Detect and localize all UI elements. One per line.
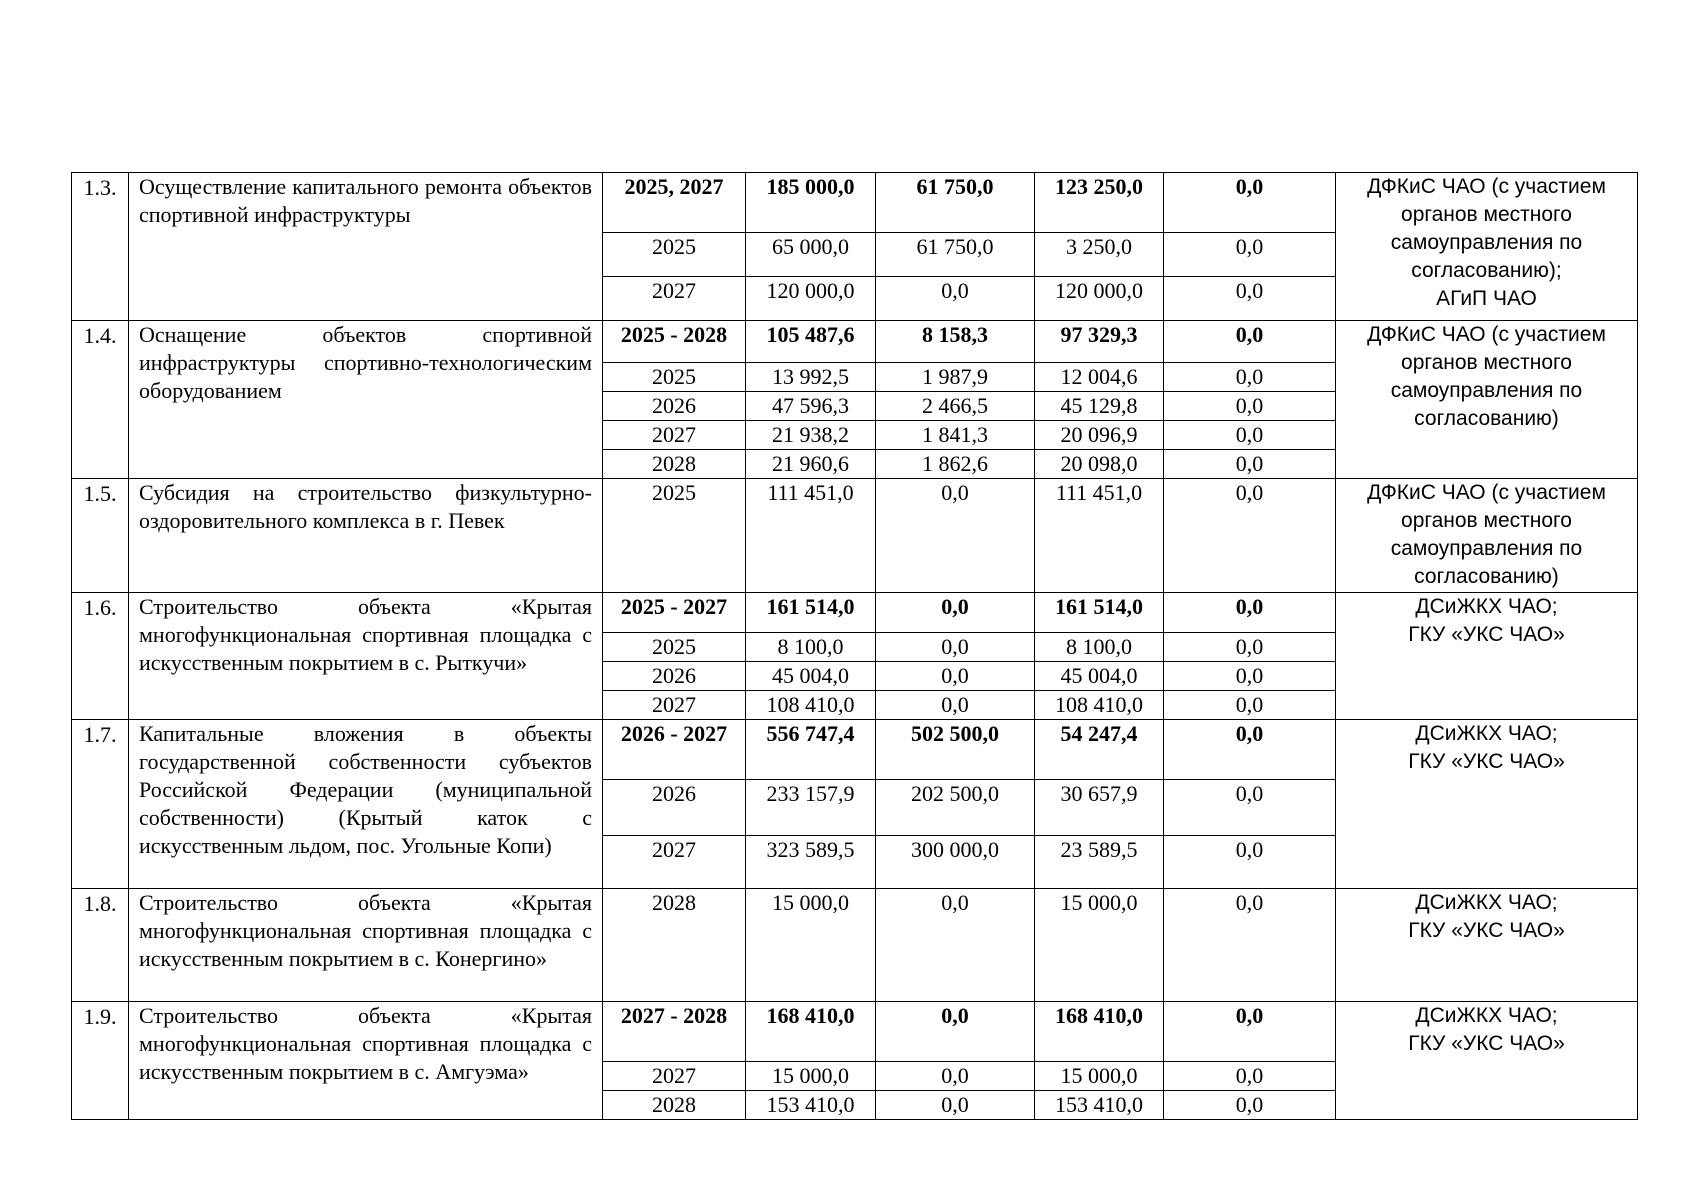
federal-budget-cell: 0,0 bbox=[876, 889, 1035, 1002]
total-cell: 15 000,0 bbox=[746, 1062, 876, 1091]
period-cell: 2028 bbox=[603, 450, 746, 479]
regional-budget-cell: 161 514,0 bbox=[1035, 593, 1164, 633]
period-cell: 2026 bbox=[603, 392, 746, 421]
regional-budget-cell: 20 098,0 bbox=[1035, 450, 1164, 479]
responsible-line: ГКУ «УКС ЧАО» bbox=[1408, 750, 1565, 773]
regional-budget-cell: 8 100,0 bbox=[1035, 633, 1164, 662]
other-sources-cell: 0,0 bbox=[1164, 1091, 1336, 1120]
period-cell: 2025, 2027 bbox=[603, 173, 746, 233]
federal-budget-cell: 0,0 bbox=[876, 277, 1035, 321]
activity-name: Оснащение объектов спортивной инфраструктуры спортивно-технологическим оборудованием bbox=[129, 321, 603, 479]
other-sources-cell: 0,0 bbox=[1164, 662, 1336, 691]
other-sources-cell: 0,0 bbox=[1164, 593, 1336, 633]
table-row bbox=[72, 173, 1638, 233]
regional-budget-cell: 45 004,0 bbox=[1035, 662, 1164, 691]
federal-budget-cell: 1 862,6 bbox=[876, 450, 1035, 479]
activity-name: Строительство объекта «Крытая многофункциональная спортивная площадка с искусственным покрытием в с. Рыткучи» bbox=[129, 593, 603, 720]
regional-budget-cell: 54 247,4 bbox=[1035, 720, 1164, 780]
responsible-line: ГКУ «УКС ЧАО» bbox=[1408, 1032, 1565, 1055]
regional-budget-cell: 153 410,0 bbox=[1035, 1091, 1164, 1120]
period-cell: 2027 bbox=[603, 836, 746, 889]
responsible-line: согласованию) bbox=[1414, 407, 1559, 430]
period-cell: 2025 bbox=[603, 363, 746, 392]
total-cell: 15 000,0 bbox=[746, 889, 876, 1002]
period-cell: 2025 bbox=[603, 479, 746, 593]
activity-name: Строительство объекта «Крытая многофункциональная спортивная площадка с искусственным покрытием в с. Конергино» bbox=[129, 889, 603, 1002]
period-cell: 2025 bbox=[603, 633, 746, 662]
responsible-line: органов местного bbox=[1401, 203, 1572, 226]
table-row bbox=[72, 593, 1638, 633]
responsible-line: самоуправления по bbox=[1390, 379, 1583, 402]
activity-name: Осуществление капитального ремонта объектов спортивной инфраструктуры bbox=[129, 173, 603, 321]
item-number: 1.5. bbox=[72, 479, 129, 593]
period-cell: 2027 bbox=[603, 1062, 746, 1091]
federal-budget-cell: 300 000,0 bbox=[876, 836, 1035, 889]
federal-budget-cell: 502 500,0 bbox=[876, 720, 1035, 780]
regional-budget-cell: 123 250,0 bbox=[1035, 173, 1164, 233]
other-sources-cell: 0,0 bbox=[1164, 421, 1336, 450]
regional-budget-cell: 120 000,0 bbox=[1035, 277, 1164, 321]
regional-budget-cell: 15 000,0 bbox=[1035, 889, 1164, 1002]
period-cell: 2026 - 2027 bbox=[603, 720, 746, 780]
responsible-executor bbox=[1336, 321, 1638, 479]
item-number: 1.3. bbox=[72, 173, 129, 321]
other-sources-cell: 0,0 bbox=[1164, 173, 1336, 233]
federal-budget-cell: 61 750,0 bbox=[876, 233, 1035, 277]
responsible-executor bbox=[1336, 479, 1638, 593]
total-cell: 13 992,5 bbox=[746, 363, 876, 392]
regional-budget-cell: 15 000,0 bbox=[1035, 1062, 1164, 1091]
total-cell: 65 000,0 bbox=[746, 233, 876, 277]
federal-budget-cell: 0,0 bbox=[876, 479, 1035, 593]
responsible-line: самоуправления по bbox=[1390, 537, 1583, 560]
item-number: 1.8. bbox=[72, 889, 129, 1002]
total-cell: 111 451,0 bbox=[746, 479, 876, 593]
other-sources-cell: 0,0 bbox=[1164, 1002, 1336, 1062]
period-cell: 2027 bbox=[603, 421, 746, 450]
period-cell: 2026 bbox=[603, 780, 746, 836]
table-row bbox=[72, 1002, 1638, 1062]
responsible-executor bbox=[1336, 889, 1638, 1002]
period-cell: 2027 bbox=[603, 691, 746, 720]
regional-budget-cell: 108 410,0 bbox=[1035, 691, 1164, 720]
table-row bbox=[72, 479, 1638, 593]
other-sources-cell: 0,0 bbox=[1164, 633, 1336, 662]
total-cell: 161 514,0 bbox=[746, 593, 876, 633]
responsible-line: ГКУ «УКС ЧАО» bbox=[1408, 623, 1565, 646]
period-cell: 2028 bbox=[603, 889, 746, 1002]
period-cell: 2025 - 2027 bbox=[603, 593, 746, 633]
regional-budget-cell: 97 329,3 bbox=[1035, 321, 1164, 363]
other-sources-cell: 0,0 bbox=[1164, 479, 1336, 593]
federal-budget-cell: 202 500,0 bbox=[876, 780, 1035, 836]
federal-budget-cell: 1 987,9 bbox=[876, 363, 1035, 392]
responsible-line: органов местного bbox=[1401, 351, 1572, 374]
total-cell: 45 004,0 bbox=[746, 662, 876, 691]
responsible-line: ДФКиС ЧАО (с участием bbox=[1367, 481, 1606, 504]
other-sources-cell: 0,0 bbox=[1164, 780, 1336, 836]
program-activities-table bbox=[71, 172, 1638, 1120]
period-cell: 2025 bbox=[603, 233, 746, 277]
responsible-line: согласованию) bbox=[1414, 565, 1559, 588]
federal-budget-cell: 61 750,0 bbox=[876, 173, 1035, 233]
responsible-line: органов местного bbox=[1401, 509, 1572, 532]
other-sources-cell: 0,0 bbox=[1164, 321, 1336, 363]
responsible-executor bbox=[1336, 173, 1638, 321]
regional-budget-cell: 3 250,0 bbox=[1035, 233, 1164, 277]
other-sources-cell: 0,0 bbox=[1164, 889, 1336, 1002]
responsible-line: ГКУ «УКС ЧАО» bbox=[1408, 919, 1565, 942]
total-cell: 21 938,2 bbox=[746, 421, 876, 450]
responsible-line: ДСиЖКХ ЧАО; bbox=[1415, 595, 1558, 618]
regional-budget-cell: 45 129,8 bbox=[1035, 392, 1164, 421]
responsible-line: ДСиЖКХ ЧАО; bbox=[1415, 1004, 1558, 1027]
responsible-line: ДФКиС ЧАО (с участием bbox=[1367, 323, 1606, 346]
responsible-line: самоуправления по bbox=[1390, 231, 1583, 254]
regional-budget-cell: 111 451,0 bbox=[1035, 479, 1164, 593]
total-cell: 168 410,0 bbox=[746, 1002, 876, 1062]
federal-budget-cell: 2 466,5 bbox=[876, 392, 1035, 421]
total-cell: 323 589,5 bbox=[746, 836, 876, 889]
other-sources-cell: 0,0 bbox=[1164, 720, 1336, 780]
item-number: 1.4. bbox=[72, 321, 129, 479]
federal-budget-cell: 0,0 bbox=[876, 593, 1035, 633]
table-body bbox=[72, 173, 1638, 1120]
other-sources-cell: 0,0 bbox=[1164, 836, 1336, 889]
regional-budget-cell: 20 096,9 bbox=[1035, 421, 1164, 450]
item-number: 1.6. bbox=[72, 593, 129, 720]
total-cell: 21 960,6 bbox=[746, 450, 876, 479]
total-cell: 8 100,0 bbox=[746, 633, 876, 662]
federal-budget-cell: 0,0 bbox=[876, 1091, 1035, 1120]
responsible-line: ДСиЖКХ ЧАО; bbox=[1415, 722, 1558, 745]
other-sources-cell: 0,0 bbox=[1164, 277, 1336, 321]
regional-budget-cell: 23 589,5 bbox=[1035, 836, 1164, 889]
period-cell: 2027 - 2028 bbox=[603, 1002, 746, 1062]
federal-budget-cell: 1 841,3 bbox=[876, 421, 1035, 450]
period-cell: 2025 - 2028 bbox=[603, 321, 746, 363]
responsible-executor bbox=[1336, 593, 1638, 720]
total-cell: 556 747,4 bbox=[746, 720, 876, 780]
item-number: 1.7. bbox=[72, 720, 129, 889]
responsible-line: согласованию); bbox=[1411, 259, 1562, 282]
total-cell: 185 000,0 bbox=[746, 173, 876, 233]
other-sources-cell: 0,0 bbox=[1164, 363, 1336, 392]
activity-name: Субсидия на строительство физкультурно-оздоровительного комплекса в г. Певек bbox=[129, 479, 603, 593]
regional-budget-cell: 12 004,6 bbox=[1035, 363, 1164, 392]
item-number: 1.9. bbox=[72, 1002, 129, 1120]
other-sources-cell: 0,0 bbox=[1164, 691, 1336, 720]
federal-budget-cell: 0,0 bbox=[876, 633, 1035, 662]
federal-budget-cell: 0,0 bbox=[876, 1062, 1035, 1091]
federal-budget-cell: 0,0 bbox=[876, 691, 1035, 720]
other-sources-cell: 0,0 bbox=[1164, 1062, 1336, 1091]
total-cell: 108 410,0 bbox=[746, 691, 876, 720]
total-cell: 105 487,6 bbox=[746, 321, 876, 363]
activity-name: Строительство объекта «Крытая многофункциональная спортивная площадка с искусственным покрытием в с. Амгуэма» bbox=[129, 1002, 603, 1120]
responsible-executor bbox=[1336, 1002, 1638, 1120]
responsible-line: АГиП ЧАО bbox=[1436, 287, 1537, 310]
total-cell: 47 596,3 bbox=[746, 392, 876, 421]
regional-budget-cell: 168 410,0 bbox=[1035, 1002, 1164, 1062]
other-sources-cell: 0,0 bbox=[1164, 392, 1336, 421]
table-row bbox=[72, 321, 1638, 363]
table-row bbox=[72, 889, 1638, 1002]
federal-budget-cell: 0,0 bbox=[876, 662, 1035, 691]
responsible-line: ДФКиС ЧАО (с участием bbox=[1367, 175, 1606, 198]
table-row bbox=[72, 720, 1638, 780]
other-sources-cell: 0,0 bbox=[1164, 233, 1336, 277]
federal-budget-cell: 8 158,3 bbox=[876, 321, 1035, 363]
regional-budget-cell: 30 657,9 bbox=[1035, 780, 1164, 836]
total-cell: 153 410,0 bbox=[746, 1091, 876, 1120]
responsible-executor bbox=[1336, 720, 1638, 889]
period-cell: 2027 bbox=[603, 277, 746, 321]
other-sources-cell: 0,0 bbox=[1164, 450, 1336, 479]
responsible-line: ДСиЖКХ ЧАО; bbox=[1415, 891, 1558, 914]
total-cell: 120 000,0 bbox=[746, 277, 876, 321]
total-cell: 233 157,9 bbox=[746, 780, 876, 836]
federal-budget-cell: 0,0 bbox=[876, 1002, 1035, 1062]
period-cell: 2026 bbox=[603, 662, 746, 691]
period-cell: 2028 bbox=[603, 1091, 746, 1120]
activity-name: Капитальные вложения в объекты государственной собственности субъектов Российской Федерации (муниципальной собственности) (Крытый каток с искусственным льдом, пос. Угольные Копи) bbox=[129, 720, 603, 889]
